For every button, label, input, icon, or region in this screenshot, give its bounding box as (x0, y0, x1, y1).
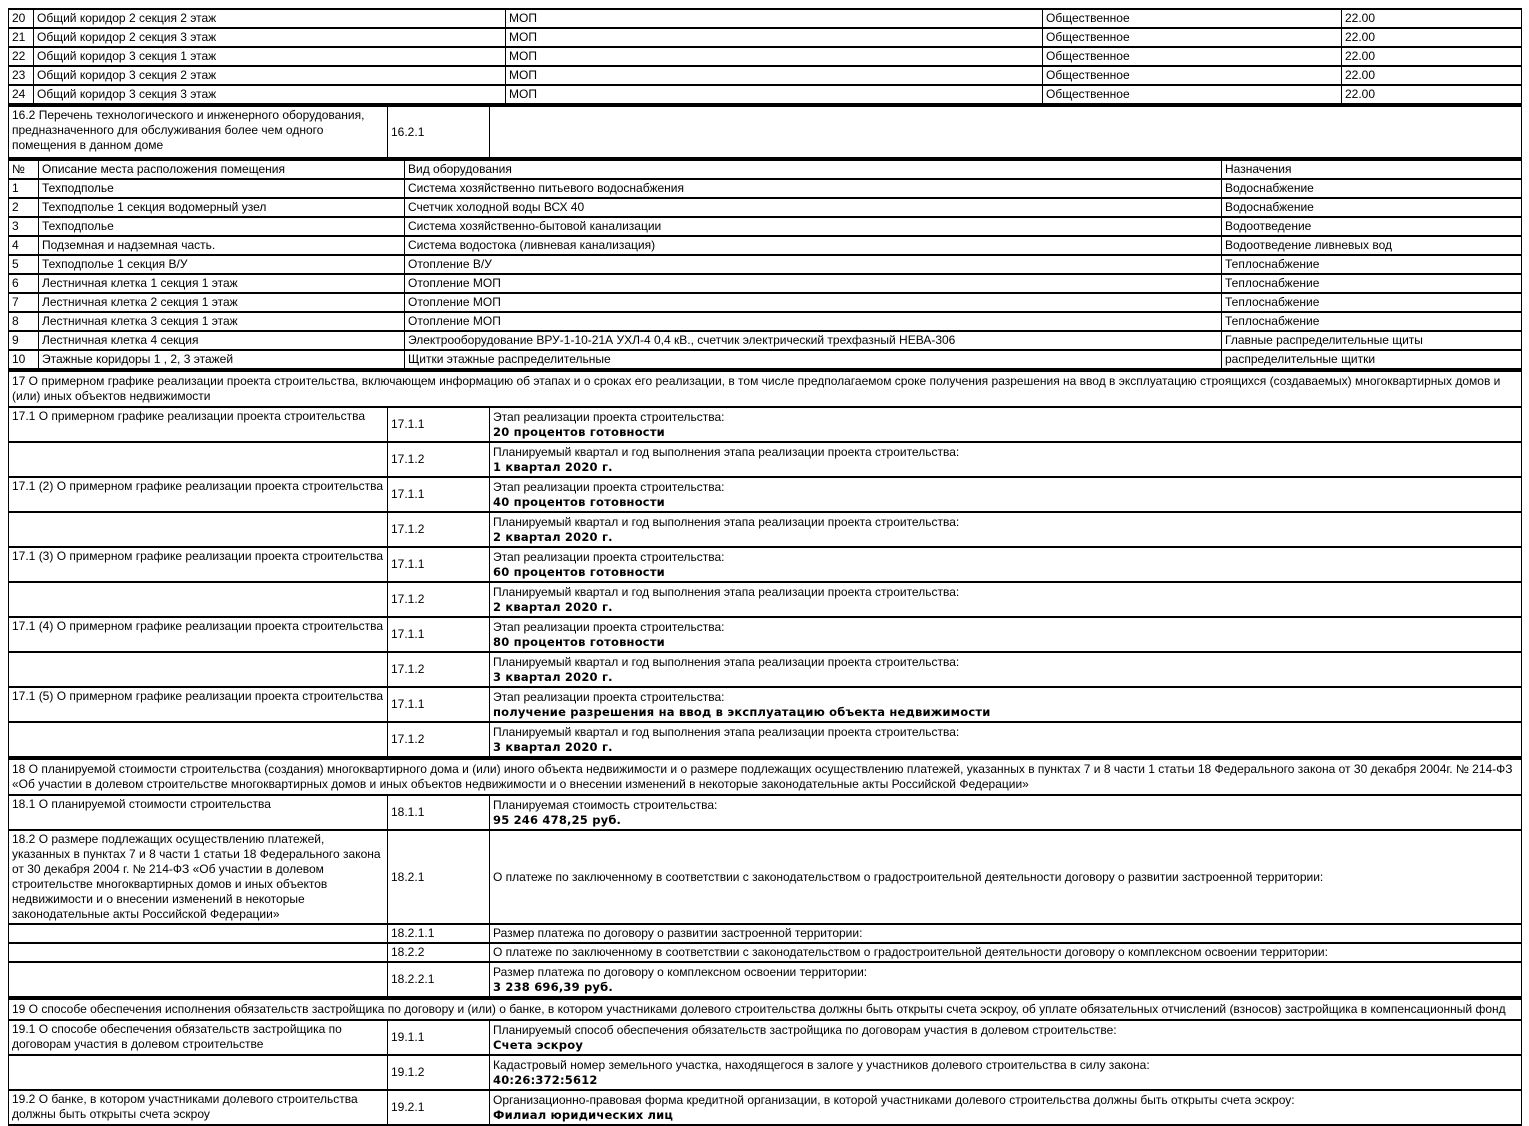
value-text: 20 процентов готовности (493, 424, 665, 439)
table-row (9, 1020, 1522, 1055)
equip-kind-cell: Отопление МОП (405, 293, 1222, 312)
room-area-cell: 22.00 (1342, 9, 1522, 28)
section-label-cell (9, 442, 388, 477)
section-label-cell (9, 962, 388, 997)
equip-number-cell: 7 (9, 293, 39, 312)
table-row (9, 236, 1522, 255)
equip-number-cell: 4 (9, 236, 39, 255)
equip-purpose-cell: Водоснабжение (1222, 198, 1522, 217)
value-text: 2 квартал 2020 г. (493, 599, 613, 614)
equip-kind-cell: Отопление В/У (405, 255, 1222, 274)
equip-location-cell: Лестничная клетка 3 секция 1 этаж (39, 312, 405, 331)
section-18-header-row (9, 759, 1522, 795)
code-cell: 17.1.2 (388, 512, 490, 547)
table-row (9, 106, 1522, 158)
caption-text: Планируемый квартал и год выполнения этапа реализации проекта строительства: (493, 584, 960, 599)
code-cell: 19.1.2 (388, 1055, 490, 1090)
room-number-cell: 23 (9, 66, 34, 85)
value-text: 40 процентов готовности (493, 494, 665, 509)
equip-kind-cell: Щитки этажные распределительные (405, 350, 1222, 369)
room-type-cell: МОП (506, 47, 1043, 66)
declaration-document (8, 8, 1521, 1126)
value-text: получение разрешения на ввод в эксплуатацию объекта недвижимости (493, 704, 991, 719)
section-label-cell: 18.1 О планируемой стоимости строительства (9, 795, 388, 830)
room-number-cell: 22 (9, 47, 34, 66)
value-text: 95 246 478,25 руб. (493, 812, 622, 827)
table-row (9, 293, 1522, 312)
content-cell (490, 1055, 1522, 1090)
room-area-cell: 22.00 (1342, 28, 1522, 47)
room-category-cell: Общественное (1043, 9, 1342, 28)
table-row (9, 28, 1522, 47)
content-cell (490, 442, 1522, 477)
equip-purpose-header: Назначения (1222, 160, 1522, 179)
room-type-cell: МОП (506, 66, 1043, 85)
section-16-2-table (8, 105, 1522, 159)
room-category-cell: Общественное (1043, 47, 1342, 66)
equipment-table (8, 159, 1522, 370)
code-cell: 16.2.1 (388, 106, 490, 158)
code-cell: 18.2.1 (388, 830, 490, 924)
value-text: 80 процентов готовности (493, 634, 665, 649)
value-text: Счета эскроу (493, 1037, 584, 1052)
table-row (9, 477, 1522, 512)
equip-purpose-cell: Теплоснабжение (1222, 274, 1522, 293)
caption-text: Организационно-правовая форма кредитной организации, в которой участниками долевого строительства должны быть открыты счета эскроу: (493, 1092, 1295, 1107)
common-areas-table (8, 8, 1522, 105)
room-type-cell: МОП (506, 85, 1043, 104)
content-cell (490, 652, 1522, 687)
code-cell: 18.2.2 (388, 943, 490, 962)
equip-number-cell: 10 (9, 350, 39, 369)
caption-text: Планируемый способ обеспечения обязательств застройщика по договорам участия в долевом строительстве: (493, 1022, 1117, 1037)
section-label-cell: 17.1 (5) О примерном графике реализации проекта строительства (9, 687, 388, 722)
section-19-table (8, 998, 1522, 1126)
room-number-cell: 24 (9, 85, 34, 104)
section-label-cell (9, 722, 388, 757)
equip-location-cell: Подземная и надземная часть. (39, 236, 405, 255)
equip-location-cell: Техподполье (39, 179, 405, 198)
value-text: 2 квартал 2020 г. (493, 529, 613, 544)
equip-kind-cell: Отопление МОП (405, 274, 1222, 293)
section-label-cell: 19.1 О способе обеспечения обязательств застройщика по договорам участия в долевом строительстве (9, 1020, 388, 1055)
equip-number-cell: 1 (9, 179, 39, 198)
table-row (9, 795, 1522, 830)
equip-location-cell: Техподполье 1 секция водомерный узел (39, 198, 405, 217)
room-name-cell: Общий коридор 3 секция 2 этаж (34, 66, 506, 85)
code-cell: 17.1.2 (388, 442, 490, 477)
caption-text: Этап реализации проекта строительства: (493, 689, 725, 704)
equip-number-cell: 8 (9, 312, 39, 331)
section-label-cell (9, 943, 388, 962)
section-label-cell: 19.2 О банке, в котором участниками долевого строительства должны быть открыты счета эскроу (9, 1090, 388, 1125)
equip-purpose-cell: Водоотведение (1222, 217, 1522, 236)
content-cell (490, 943, 1522, 962)
table-row (9, 547, 1522, 582)
table-row (9, 442, 1522, 477)
value-text: Филиал юридических лиц (493, 1107, 674, 1122)
section-label-cell: 17.1 (2) О примерном графике реализации проекта строительства (9, 477, 388, 512)
equip-location-header: Описание места расположения помещения (39, 160, 405, 179)
room-name-cell: Общий коридор 2 секция 3 этаж (34, 28, 506, 47)
section-label-cell (9, 652, 388, 687)
caption-text: Планируемый квартал и год выполнения этапа реализации проекта строительства: (493, 654, 960, 669)
section-17-header: 17 О примерном графике реализации проекта строительства, включающем информацию об этапах и о сроках его реализации, в том числе предполагаемом сроке получения разрешения на ввод в эксплуатацию строящихся (создаваемых) многоквартирных домов и (или) иных объектов недвижимости (9, 371, 1522, 407)
content-cell (490, 1090, 1522, 1125)
table-row (9, 47, 1522, 66)
equip-purpose-cell: Теплоснабжение (1222, 293, 1522, 312)
content-cell (490, 106, 1522, 158)
code-cell: 17.1.1 (388, 407, 490, 442)
value-text: 3 квартал 2020 г. (493, 739, 613, 754)
equip-kind-cell: Счетчик холодной воды ВСХ 40 (405, 198, 1222, 217)
value-text: 3 квартал 2020 г. (493, 669, 613, 684)
content-cell (490, 477, 1522, 512)
value-text: 3 238 696,39 руб. (493, 979, 613, 994)
equip-location-cell: Этажные коридоры 1 , 2, 3 этажей (39, 350, 405, 369)
equip-purpose-cell: Теплоснабжение (1222, 312, 1522, 331)
caption-text: Этап реализации проекта строительства: (493, 549, 725, 564)
equip-kind-cell: Система водостока (ливневая канализация) (405, 236, 1222, 255)
section-label-cell (9, 582, 388, 617)
equip-purpose-cell: Водоотведение ливневых вод (1222, 236, 1522, 255)
table-row (9, 331, 1522, 350)
table-row (9, 255, 1522, 274)
section-17-header-row (9, 371, 1522, 407)
code-cell: 18.1.1 (388, 795, 490, 830)
section-label-cell: 17.1 О примерном графике реализации проекта строительства (9, 407, 388, 442)
table-row (9, 85, 1522, 104)
equip-purpose-cell: Водоснабжение (1222, 179, 1522, 198)
equip-kind-header: Вид оборудования (405, 160, 1222, 179)
room-type-cell: МОП (506, 9, 1043, 28)
code-cell: 17.1.2 (388, 722, 490, 757)
room-name-cell: Общий коридор 3 секция 3 этаж (34, 85, 506, 104)
equip-kind-cell: Электрооборудование ВРУ-1-10-21А УХЛ-4 0,4 кВ., счетчик электрический трехфазный НЕВА-306 (405, 331, 1222, 350)
room-area-cell: 22.00 (1342, 66, 1522, 85)
section-label-cell (9, 924, 388, 943)
table-header-row (9, 160, 1522, 179)
equip-kind-cell: Система хозяйственно питьевого водоснабжения (405, 179, 1222, 198)
content-cell (490, 830, 1522, 924)
equip-number-cell: 9 (9, 331, 39, 350)
caption-text: Планируемый квартал и год выполнения этапа реализации проекта строительства: (493, 514, 960, 529)
table-row (9, 312, 1522, 331)
caption-text: Размер платежа по договору о комплексном освоении территории: (493, 964, 868, 979)
section-label-cell: 18.2 О размере подлежащих осуществлению платежей, указанных в пунктах 7 и 8 части 1 статьи 18 Федерального закона от 30 декабря 2004 г. № 214-ФЗ «Об участии в долевом строительстве многоквартирных домов и иных объектов недвижимости и о внесении изменений в некоторые законодательные акты Российской Федерации» (9, 830, 388, 924)
room-name-cell: Общий коридор 2 секция 2 этаж (34, 9, 506, 28)
content-cell (490, 795, 1522, 830)
table-row (9, 652, 1522, 687)
room-area-cell: 22.00 (1342, 47, 1522, 66)
code-cell: 17.1.1 (388, 477, 490, 512)
room-number-cell: 20 (9, 9, 34, 28)
equip-number-cell: 5 (9, 255, 39, 274)
caption-text: Этап реализации проекта строительства: (493, 409, 725, 424)
room-area-cell: 22.00 (1342, 85, 1522, 104)
equip-location-cell: Техподполье 1 секция В/У (39, 255, 405, 274)
table-row (9, 687, 1522, 722)
table-row (9, 217, 1522, 236)
table-row (9, 1090, 1522, 1125)
room-number-cell: 21 (9, 28, 34, 47)
code-cell: 18.2.1.1 (388, 924, 490, 943)
equip-kind-cell: Отопление МОП (405, 312, 1222, 331)
code-cell: 17.1.2 (388, 652, 490, 687)
section-label-cell (9, 512, 388, 547)
section-label-cell: 17.1 (4) О примерном графике реализации проекта строительства (9, 617, 388, 652)
section-17-table (8, 370, 1522, 758)
section-label-cell (9, 1055, 388, 1090)
code-cell: 19.1.1 (388, 1020, 490, 1055)
room-name-cell: Общий коридор 3 секция 1 этаж (34, 47, 506, 66)
table-row (9, 582, 1522, 617)
content-cell (490, 617, 1522, 652)
content-cell (490, 962, 1522, 997)
code-cell: 17.1.1 (388, 547, 490, 582)
table-row (9, 512, 1522, 547)
table-row (9, 274, 1522, 293)
section-18-header: 18 О планируемой стоимости строительства (создания) многоквартирного дома и (или) иного объекта недвижимости и о размере подлежащих осуществлению платежей, указанных в пунктах 7 и 8 части 1 статьи 18 Федерального закона от 30 декабря 2004г. № 214-ФЗ «Об участии в долевом строительстве многоквартирных домов и иных объектов недвижимости и о внесении изменений в некоторые законодательные акты Российской Федерации» (9, 759, 1522, 795)
equip-location-cell: Лестничная клетка 1 секция 1 этаж (39, 274, 405, 293)
table-row (9, 830, 1522, 924)
content-cell (490, 924, 1522, 943)
equip-location-cell: Лестничная клетка 2 секция 1 этаж (39, 293, 405, 312)
table-row (9, 66, 1522, 85)
equip-purpose-cell: распределительные щитки (1222, 350, 1522, 369)
table-row (9, 198, 1522, 217)
table-row (9, 617, 1522, 652)
code-cell: 17.1.2 (388, 582, 490, 617)
code-cell: 17.1.1 (388, 687, 490, 722)
caption-text: Планируемая стоимость строительства: (493, 797, 718, 812)
value-text: 1 квартал 2020 г. (493, 459, 613, 474)
caption-text: О платеже по заключенному в соответствии с законодательством о градостроительной деятельности договору о развитии застроенной территории: (493, 869, 1324, 884)
equip-location-cell: Лестничная клетка 4 секция (39, 331, 405, 350)
equip-purpose-cell: Теплоснабжение (1222, 255, 1522, 274)
section-19-header: 19 О способе обеспечения исполнения обязательств застройщика по договору и (или) о банке, в котором участниками долевого строительства должны быть открыты счета эскроу, об уплате обязательных отчислений (взносов) застройщика в компенсационный фонд (9, 999, 1522, 1020)
section-label-cell: 17.1 (3) О примерном графике реализации проекта строительства (9, 547, 388, 582)
content-cell (490, 407, 1522, 442)
table-row (9, 9, 1522, 28)
caption-text: Планируемый квартал и год выполнения этапа реализации проекта строительства: (493, 724, 960, 739)
content-cell (490, 582, 1522, 617)
table-row (9, 943, 1522, 962)
section-label-cell: 16.2 Перечень технологического и инженерного оборудования, предназначенного для обслуживания более чем одного помещения в данном доме (9, 106, 388, 158)
room-type-cell: МОП (506, 28, 1043, 47)
caption-text: Планируемый квартал и год выполнения этапа реализации проекта строительства: (493, 444, 960, 459)
caption-text: Размер платежа по договору о развитии застроенной территории: (493, 926, 863, 940)
table-row (9, 722, 1522, 757)
table-row (9, 179, 1522, 198)
content-cell (490, 1020, 1522, 1055)
equip-number-cell: 6 (9, 274, 39, 293)
section-18-table (8, 758, 1522, 998)
equip-number-cell: 3 (9, 217, 39, 236)
table-row (9, 350, 1522, 369)
code-cell: 17.1.1 (388, 617, 490, 652)
content-cell (490, 547, 1522, 582)
equip-number-header: № (9, 160, 39, 179)
content-cell (490, 722, 1522, 757)
caption-text: Этап реализации проекта строительства: (493, 479, 725, 494)
code-cell: 19.2.1 (388, 1090, 490, 1125)
equip-number-cell: 2 (9, 198, 39, 217)
caption-text: О платеже по заключенному в соответствии с законодательством о градостроительной деятельности договору о комплексном освоении территории: (493, 945, 1328, 959)
value-text: 60 процентов готовности (493, 564, 665, 579)
equip-location-cell: Техподполье (39, 217, 405, 236)
caption-text: Этап реализации проекта строительства: (493, 619, 725, 634)
caption-text: Кадастровый номер земельного участка, находящегося в залоге у участников долевого строительства в силу закона: (493, 1057, 1150, 1072)
table-row (9, 962, 1522, 997)
value-text: 40:26:372:5612 (493, 1072, 598, 1087)
content-cell (490, 512, 1522, 547)
room-category-cell: Общественное (1043, 66, 1342, 85)
room-category-cell: Общественное (1043, 85, 1342, 104)
code-cell: 18.2.2.1 (388, 962, 490, 997)
equip-kind-cell: Система хозяйственно-бытовой канализации (405, 217, 1222, 236)
table-row (9, 924, 1522, 943)
equip-purpose-cell: Главные распределительные щиты (1222, 331, 1522, 350)
table-row (9, 1055, 1522, 1090)
content-cell (490, 687, 1522, 722)
section-19-header-row (9, 999, 1522, 1020)
table-row (9, 407, 1522, 442)
room-category-cell: Общественное (1043, 28, 1342, 47)
